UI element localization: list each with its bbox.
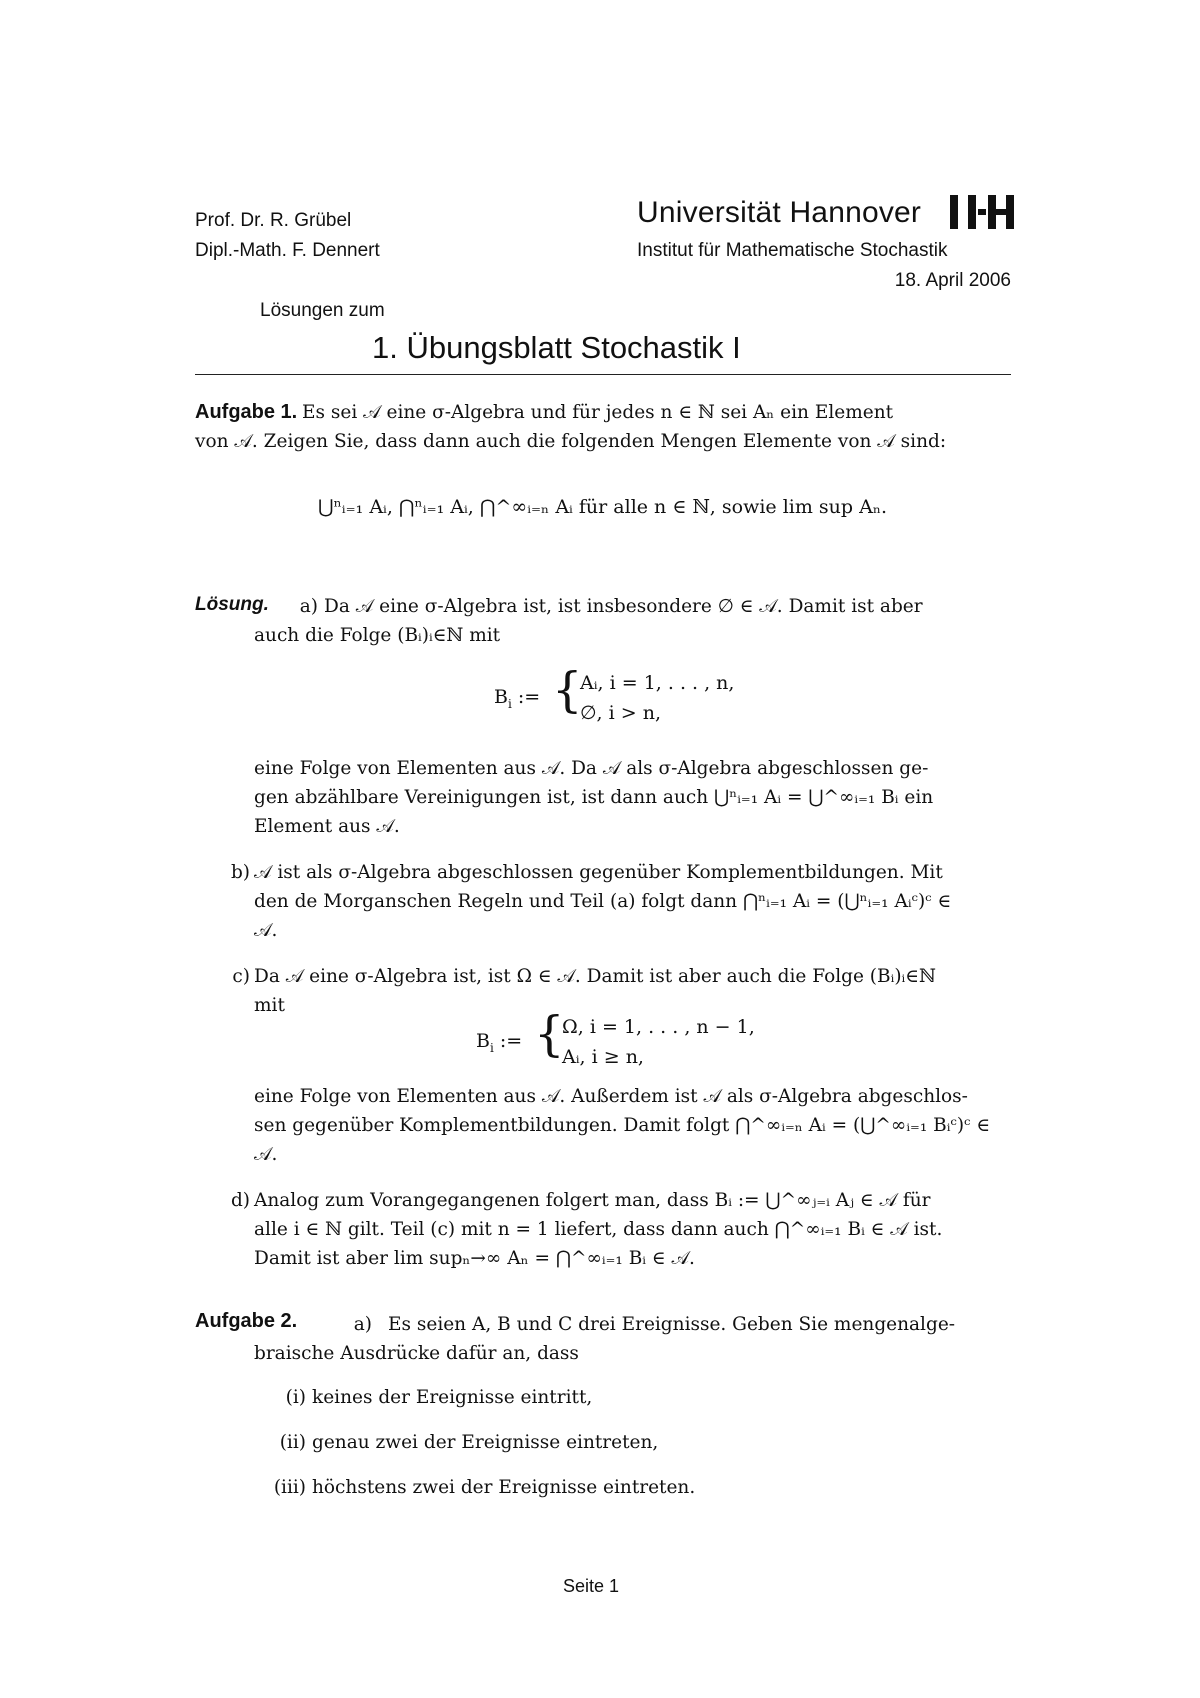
loesung-d-line-3: Damit ist aber lim supₙ→∞ Aₙ = ⋂^∞ᵢ₌₁ Bᵢ ∈ 𝒜. xyxy=(254,1248,695,1269)
loesung-a-line-2: auch die Folge (Bᵢ)ᵢ∈ℕ mit xyxy=(254,625,501,646)
loesung-c-line-1: Da 𝒜 eine σ-Algebra ist, ist Ω ∈ 𝒜. Damit ist aber auch die Folge (Bᵢ)ᵢ∈ℕ xyxy=(254,966,936,987)
loesung-a-line-5: Element aus 𝒜. xyxy=(254,816,400,837)
loesung-d-line-1: Analog zum Vorangegangenen folgert man, dass Bᵢ := ⋃^∞ⱼ₌ᵢ Aⱼ ∈ 𝒜 für xyxy=(254,1190,931,1211)
title-rule xyxy=(195,374,1011,375)
loesung-a-brace: { xyxy=(552,662,583,718)
loesung-label-text: Lösung. xyxy=(195,594,269,615)
loesung-a-line-3: eine Folge von Elementen aus 𝒜. Da 𝒜 als σ-Algebra abgeschlossen ge- xyxy=(254,758,929,779)
loesung-b-line-1: 𝒜 ist als σ-Algebra abgeschlossen gegenüber Komplementbildungen. Mit xyxy=(254,862,943,883)
page-number: Seite 1 xyxy=(563,1576,620,1596)
loesung-a-cases-lhs: $B_i$ := xyxy=(494,686,541,711)
aufgabe-2-a-body xyxy=(254,1310,1010,1368)
university-name: Universität Hannover xyxy=(637,196,922,229)
loesung-c-body xyxy=(254,962,1010,1020)
loesung-b-line-2: den de Morganschen Regeln und Teil (a) folgt dann ⋂ⁿᵢ₌₁ Aᵢ = (⋃ⁿᵢ₌₁ Aᵢᶜ)ᶜ ∈ xyxy=(254,891,952,912)
aufgabe-2-item-ii-label: (ii) xyxy=(279,1432,306,1453)
university-logo xyxy=(948,193,1018,231)
loesung-b-body xyxy=(254,858,1010,945)
subtitle: Lösungen zum xyxy=(260,300,385,321)
loesung-c-line-5: 𝒜. xyxy=(254,1144,278,1165)
loesung-c-case-1: Ω, i = 1, . . . , n − 1, xyxy=(562,1016,755,1038)
aufgabe-2-a-label: a) xyxy=(353,1314,372,1335)
loesung-c-line-2: mit xyxy=(254,995,285,1016)
loesung-a-line-1: Da 𝒜 eine σ-Algebra ist, ist insbesondere ∅ ∈ 𝒜. Damit ist aber xyxy=(324,596,923,617)
loesung-d-line-2: alle i ∈ ℕ gilt. Teil (c) mit n = 1 liefert, dass dann auch ⋂^∞ᵢ₌₁ Bᵢ ∈ 𝒜 ist. xyxy=(254,1219,943,1240)
loesung-a-cases xyxy=(494,662,814,732)
loesung-a-case-1: Aᵢ, i = 1, . . . , n, xyxy=(580,672,735,694)
loesung-c-cases-lhs: $B_i$ := xyxy=(476,1030,523,1055)
loesung-c-cases xyxy=(476,1006,816,1076)
loesung-a-label: a) xyxy=(299,596,318,617)
loesung-c-line-3: eine Folge von Elementen aus 𝒜. Außerdem ist 𝒜 als σ-Algebra abgeschlos- xyxy=(254,1086,968,1107)
aufgabe-1 xyxy=(195,398,1011,456)
loesung-c-cont-body xyxy=(254,1082,1010,1169)
aufgabe-1-line-1: Es sei 𝒜 eine σ-Algebra und für jedes n ∈ ℕ sei Aₙ ein Element xyxy=(302,402,894,423)
aufgabe-2-label: Aufgabe 2. xyxy=(195,1310,298,1332)
loesung-a-case-2: ∅, i > n, xyxy=(580,702,661,724)
aufgabe-2-item-iii-label: (iii) xyxy=(273,1477,306,1498)
aufgabe-1-label: Aufgabe 1. xyxy=(195,401,298,423)
aufgabe-2-item-ii-text: genau zwei der Ereignisse eintreten, xyxy=(312,1432,659,1453)
author-1: Prof. Dr. R. Grübel xyxy=(195,210,352,231)
loesung-b-label: b) xyxy=(230,862,250,883)
loesung-d-label: d) xyxy=(230,1190,250,1211)
aufgabe-1-line-2: von 𝒜. Zeigen Sie, dass dann auch die folgenden Mengen Elemente von 𝒜 sind: xyxy=(195,431,947,452)
loesung-c-brace: { xyxy=(534,1006,565,1062)
loesung-a-cont-body xyxy=(254,754,1010,841)
date: 18. April 2006 xyxy=(894,270,1011,291)
page-title: 1. Übungsblatt Stochastik I xyxy=(372,330,741,365)
aufgabe-2-a-line-1: Es seien A, B und C drei Ereignisse. Geben Sie mengenalge- xyxy=(388,1314,956,1335)
loesung-c-case-2: Aᵢ, i ≥ n, xyxy=(562,1046,644,1068)
loesung-a-body xyxy=(254,592,1010,650)
institute-name: Institut für Mathematische Stochastik xyxy=(637,240,948,261)
loesung-b-line-3: 𝒜. xyxy=(254,920,278,941)
author-2: Dipl.-Math. F. Dennert xyxy=(195,240,380,261)
loesung-c-line-4: sen gegenüber Komplementbildungen. Damit folgt ⋂^∞ᵢ₌ₙ Aᵢ = (⋃^∞ᵢ₌₁ Bᵢᶜ)ᶜ ∈ xyxy=(254,1115,991,1136)
aufgabe-2-item-i-label: (i) xyxy=(285,1387,306,1408)
aufgabe-1-formula: ⋃ⁿᵢ₌₁ Aᵢ, ⋂ⁿᵢ₌₁ Aᵢ, ⋂^∞ᵢ₌ₙ Aᵢ für alle n ∈ ℕ, sowie lim sup Aₙ. xyxy=(318,496,888,518)
aufgabe-2-item-iii-text: höchstens zwei der Ereignisse eintreten. xyxy=(312,1477,696,1498)
loesung-c-label: c) xyxy=(232,966,250,987)
aufgabe-2-a-line-2: braische Ausdrücke dafür an, dass xyxy=(254,1343,579,1364)
loesung-a-line-4: gen abzählbare Vereinigungen ist, ist dann auch ⋃ⁿᵢ₌₁ Aᵢ = ⋃^∞ᵢ₌₁ Bᵢ ein xyxy=(254,787,934,808)
aufgabe-2-item-i-text: keines der Ereignisse eintritt, xyxy=(312,1387,593,1408)
loesung-d-body xyxy=(254,1186,1010,1273)
